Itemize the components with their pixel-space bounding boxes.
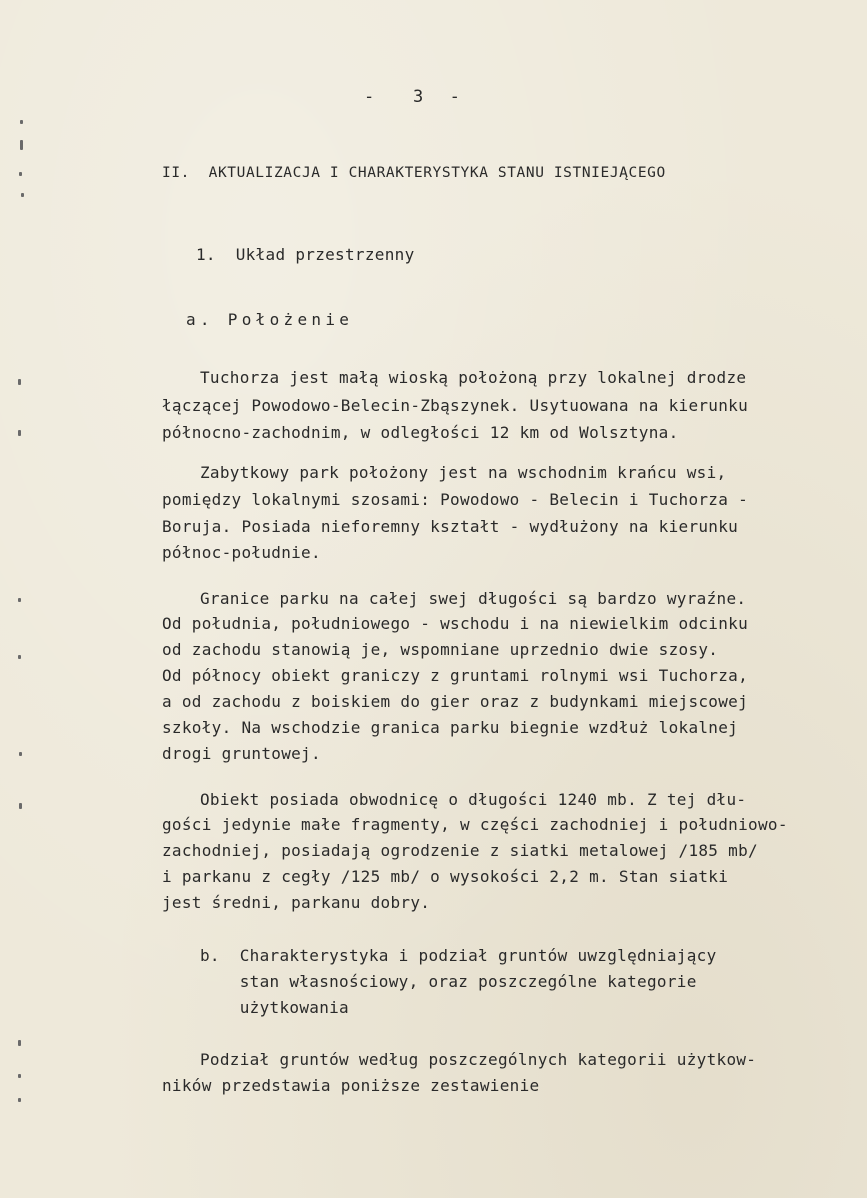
- punch-mark: [20, 120, 23, 124]
- paragraph-line: pomiędzy lokalnymi szosami: Powodowo - Belecin i Tuchorza -: [162, 490, 749, 509]
- paragraph-line: Od północy obiekt graniczy z gruntami rolnymi wsi Tuchorza,: [162, 666, 749, 685]
- paragraph-line: ników przedstawia poniższe zestawienie: [162, 1076, 540, 1095]
- punch-mark: [18, 379, 21, 385]
- paragraph-line: północ-południe.: [162, 543, 321, 562]
- punch-mark: [18, 598, 21, 602]
- section-heading: II. AKTUALIZACJA I CHARAKTERYSTYKA STANU ISTNIEJĄCEGO: [162, 165, 666, 181]
- paragraph-line: od zachodu stanowią je, wspomniane uprzednio dwie szosy.: [162, 640, 719, 659]
- subsection-heading: użytkowania: [200, 998, 349, 1017]
- paragraph-line: Od południa, południowego - wschodu i na niewielkim odcinku: [162, 614, 749, 633]
- punch-mark: [19, 803, 22, 809]
- paragraph-line: szkoły. Na wschodzie granica parku biegnie wzdłuż lokalnej: [162, 718, 739, 737]
- punch-mark: [18, 655, 21, 659]
- paragraph-line: północno-zachodnim, w odległości 12 km od Wolsztyna.: [162, 423, 679, 442]
- punch-mark: [19, 172, 22, 176]
- paragraph-line: Boruja. Posiada nieforemny kształt - wydłużony na kierunku: [162, 517, 739, 536]
- punch-mark: [21, 193, 24, 197]
- paragraph-line: i parkanu z cegły /125 mb/ o wysokości 2,2 m. Stan siatki: [162, 867, 729, 886]
- subsection-heading: a. Położenie: [186, 310, 354, 329]
- paragraph-line: a od zachodu z boiskiem do gier oraz z budynkami miejscowej: [162, 692, 749, 711]
- paragraph-line: jest średni, parkanu dobry.: [162, 893, 431, 912]
- punch-mark: [18, 430, 21, 436]
- paragraph-line: Tuchorza jest małą wioską położoną przy lokalnej drodze: [200, 368, 747, 387]
- paragraph-line: Zabytkowy park położony jest na wschodnim krańcu wsi,: [200, 463, 727, 482]
- subsection-heading: stan własnościowy, oraz poszczególne kategorie: [200, 972, 697, 991]
- punch-mark: [20, 140, 23, 150]
- punch-mark: [18, 1040, 21, 1046]
- paragraph-line: zachodniej, posiadają ogrodzenie z siatki metalowej /185 mb/: [162, 841, 758, 860]
- punch-mark: [18, 1074, 21, 1078]
- paragraph-line: gości jedynie małe fragmenty, w części zachodniej i południowo-: [162, 815, 788, 834]
- punch-mark: [19, 752, 22, 756]
- subsection-heading: b. Charakterystyka i podział gruntów uwzględniający: [200, 946, 717, 965]
- page-number: - 3 -: [364, 87, 462, 107]
- subsection-heading: 1. Układ przestrzenny: [196, 245, 415, 264]
- punch-mark: [18, 1098, 21, 1102]
- paragraph-line: drogi gruntowej.: [162, 744, 321, 763]
- paragraph-line: Granice parku na całej swej długości są bardzo wyraźne.: [200, 589, 747, 608]
- paragraph-line: Obiekt posiada obwodnicę o długości 1240 mb. Z tej dłu-: [200, 790, 747, 809]
- paragraph-line: łączącej Powodowo-Belecin-Zbąszynek. Usytuowana na kierunku: [162, 396, 749, 415]
- paragraph-line: Podział gruntów według poszczególnych kategorii użytkow-: [200, 1050, 757, 1069]
